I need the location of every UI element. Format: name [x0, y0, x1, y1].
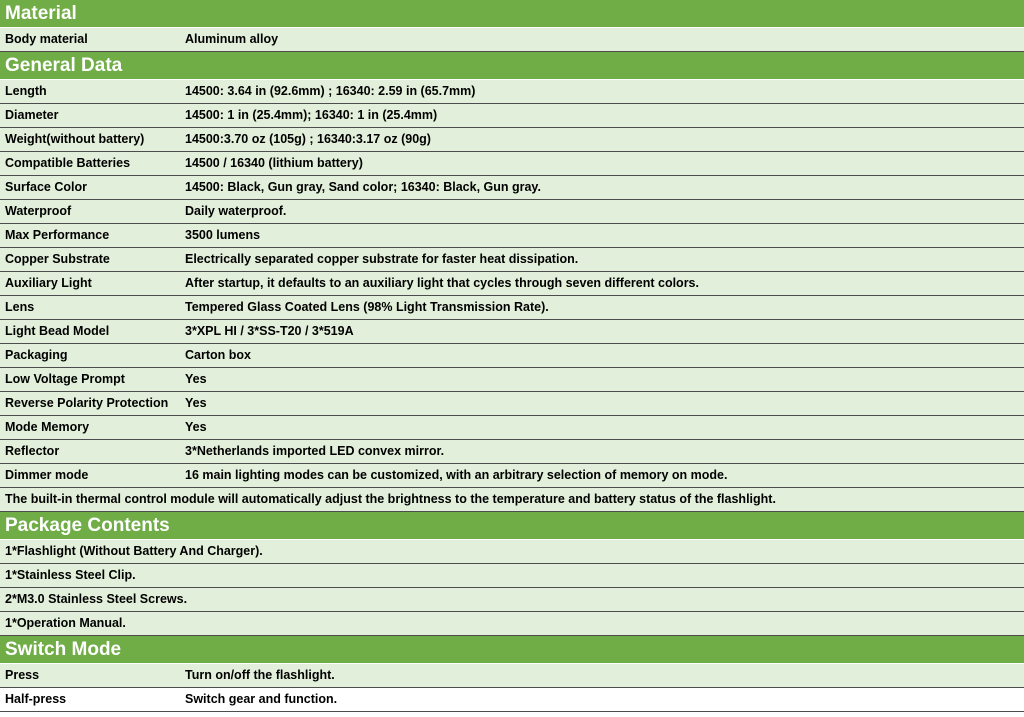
spec-value: Yes: [185, 420, 207, 434]
spec-key: Half-press: [5, 692, 67, 706]
spec-row: [0, 320, 1024, 344]
package-item: [0, 564, 1024, 588]
spec-row: [0, 272, 1024, 296]
spec-value: Yes: [185, 372, 207, 386]
package-item: [0, 612, 1024, 636]
spec-key: Reverse Polarity Protection: [5, 396, 169, 410]
spec-key: Compatible Batteries: [5, 156, 131, 170]
spec-row: [0, 176, 1024, 200]
spec-value: Tempered Glass Coated Lens (98% Light Transmission Rate).: [185, 300, 549, 314]
spec-row: [0, 664, 1024, 688]
spec-key: Dimmer mode: [5, 468, 89, 482]
spec-key: Packaging: [5, 348, 68, 362]
spec-key: Body material: [5, 32, 88, 46]
section-header-material: Material: [0, 0, 1024, 28]
package-item-text: 1*Stainless Steel Clip.: [5, 568, 136, 582]
spec-value: Carton box: [185, 348, 251, 362]
section-header-general-data: General Data: [0, 52, 1024, 80]
spec-value: 14500: 1 in (25.4mm); 16340: 1 in (25.4mm): [185, 108, 438, 122]
package-item: [0, 540, 1024, 564]
spec-key: Press: [5, 668, 40, 682]
spec-value: Aluminum alloy: [185, 32, 279, 46]
spec-value: 14500: 3.64 in (92.6mm) ; 16340: 2.59 in (65.7mm): [185, 84, 476, 98]
spec-key: Weight(without battery): [5, 132, 145, 146]
spec-row: [0, 28, 1024, 52]
spec-key: Light Bead Model: [5, 324, 110, 338]
spec-value: 14500: Black, Gun gray, Sand color; 16340: Black, Gun gray.: [185, 180, 541, 194]
spec-value: 3*XPL HI / 3*SS-T20 / 3*519A: [185, 324, 354, 338]
thermal-note: The built-in thermal control module will automatically adjust the brightness to the temperature and battery status of the flashlight.: [5, 492, 776, 506]
spec-value: After startup, it defaults to an auxiliary light that cycles through seven different colors.: [185, 276, 699, 290]
spec-key: Max Performance: [5, 228, 110, 242]
spec-value: 3500 lumens: [185, 228, 261, 242]
spec-key: Auxiliary Light: [5, 276, 92, 290]
package-item-text: 1*Operation Manual.: [5, 616, 126, 630]
spec-value: 14500:3.70 oz (105g) ; 16340:3.17 oz (90g): [185, 132, 431, 146]
package-item-text: 1*Flashlight (Without Battery And Charger).: [5, 544, 263, 558]
package-item-text: 2*M3.0 Stainless Steel Screws.: [5, 592, 188, 606]
spec-key: Diameter: [5, 108, 59, 122]
thermal-note-row: [0, 488, 1024, 512]
spec-row: [0, 392, 1024, 416]
spec-key: Length: [5, 84, 47, 98]
spec-row: [0, 296, 1024, 320]
spec-value: Electrically separated copper substrate for faster heat dissipation.: [185, 252, 579, 266]
spec-row: [0, 688, 1024, 712]
spec-row: [0, 224, 1024, 248]
spec-value: Daily waterproof.: [185, 204, 287, 218]
spec-value: 16 main lighting modes can be customized, with an arbitrary selection of memory on mode.: [185, 468, 728, 482]
section-header-package-contents: Package Contents: [0, 512, 1024, 540]
spec-row: [0, 248, 1024, 272]
spec-row: [0, 104, 1024, 128]
spec-row: [0, 368, 1024, 392]
spec-row: [0, 128, 1024, 152]
package-item: [0, 588, 1024, 612]
spec-row: [0, 344, 1024, 368]
spec-key: Waterproof: [5, 204, 72, 218]
spec-row: [0, 416, 1024, 440]
spec-row: [0, 464, 1024, 488]
spec-value: 3*Netherlands imported LED convex mirror.: [185, 444, 445, 458]
spec-row: [0, 80, 1024, 104]
spec-row: [0, 200, 1024, 224]
spec-value: Yes: [185, 396, 207, 410]
spec-key: Copper Substrate: [5, 252, 110, 266]
spec-key: Low Voltage Prompt: [5, 372, 125, 386]
spec-value: Switch gear and function.: [185, 692, 338, 706]
section-header-switch-mode: Switch Mode: [0, 636, 1024, 664]
spec-value: 14500 / 16340 (lithium battery): [185, 156, 363, 170]
spec-value: Turn on/off the flashlight.: [185, 668, 335, 682]
spec-row: [0, 440, 1024, 464]
spec-key: Lens: [5, 300, 35, 314]
spec-key: Mode Memory: [5, 420, 90, 434]
spec-key: Surface Color: [5, 180, 87, 194]
spec-key: Reflector: [5, 444, 60, 458]
spec-row: [0, 152, 1024, 176]
